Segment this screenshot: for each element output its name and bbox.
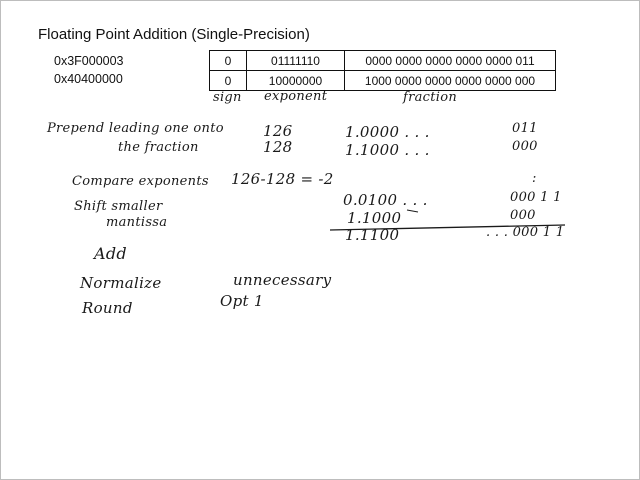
compare-value: 126-128 = -2 [231, 170, 334, 188]
sign-cell: 0 [210, 71, 247, 91]
alignment-dot: : [532, 171, 537, 186]
sum-mantissa-tail: . . . 000 1 1 [486, 225, 565, 240]
operand-a-hex: 0x3F000003 [54, 54, 124, 68]
larger-mantissa-tail: 000 [510, 208, 536, 223]
larger-mantissa: 1.1000 [347, 209, 402, 227]
prepend-label-line1: Prepend leading one onto [47, 121, 224, 136]
shifted-mantissa-tail: 000 1 1 [510, 190, 562, 205]
mantissa-b: 1.1000 . . . [345, 141, 430, 159]
round-label: Round [82, 299, 133, 317]
add-label: Add [94, 244, 127, 263]
fraction-cell: 1000 0000 0000 0000 0000 000 [345, 71, 556, 91]
sum-mantissa: 1.1100 [345, 226, 400, 244]
exponent-a-value: 126 [263, 122, 293, 140]
exponent-label: exponent [264, 89, 328, 104]
exponent-cell: 10000000 [247, 71, 345, 91]
shift-label-line1: Shift smaller [74, 199, 163, 214]
page-title: Floating Point Addition (Single-Precision) [38, 26, 310, 43]
shift-label-line2: mantissa [106, 215, 168, 230]
fraction-label: fraction [403, 90, 458, 105]
shifted-mantissa: 0.0100 . . . [343, 191, 428, 209]
exponent-cell: 01111110 [247, 51, 345, 71]
round-value: Opt 1 [220, 292, 264, 310]
mantissa-b-tail: 000 [512, 139, 538, 154]
operand-b-hex: 0x40400000 [54, 72, 123, 86]
mantissa-a-tail: 011 [512, 121, 538, 136]
mantissa-a: 1.0000 . . . [345, 123, 430, 141]
normalize-label: Normalize [80, 274, 162, 292]
exponent-b-value: 128 [263, 138, 293, 156]
sign-label: sign [213, 90, 242, 105]
normalize-value: unnecessary [233, 271, 332, 289]
prepend-label-line2: the fraction [118, 140, 199, 155]
compare-label: Compare exponents [72, 174, 209, 189]
sign-cell: 0 [210, 51, 247, 71]
fraction-cell: 0000 0000 0000 0000 0000 011 [345, 51, 556, 71]
